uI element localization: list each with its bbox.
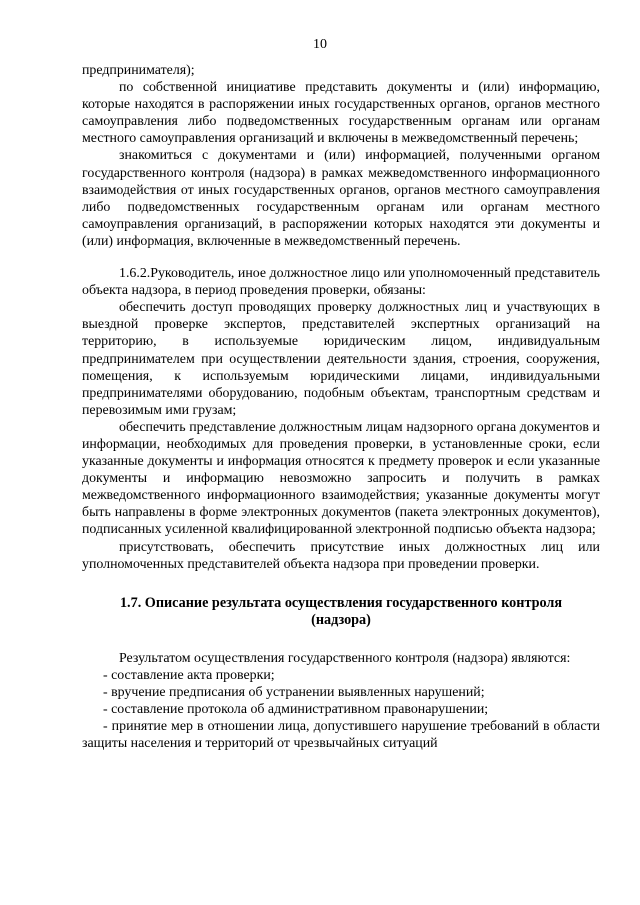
paragraph: предпринимателя); bbox=[82, 63, 195, 78]
page-number: 10 bbox=[313, 37, 327, 52]
list-item: - составление протокола об административном правонарушении; bbox=[103, 702, 489, 717]
paragraph: по собственной инициативе представить документы и (или) информацию, которые находятся в распоряжении иных государственных органов, органов местного самоуправления либо подведомственных государственным органам или органам местного самоуправления организаций и включены в межведомственный перечень; bbox=[82, 80, 600, 147]
paragraph: обеспечить представление должностным лицам надзорного органа документов и информации, необходимых для проведения проверки, в установленные сроки, если указанные документы и информация относятся к предмету проверок и если указанные документы и информацию невозможно запросить и получить в рамках межведомственного информационного взаимодействия; указанные документы могут быть направлены в форме электронных документов (пакета электронных документов), подписанных усиленной квалифицированной электронной подписью объекта надзора; bbox=[82, 419, 600, 538]
list-item: - принятие мер в отношении лица, допустившего нарушение требований в области защиты населения и территорий от чрезвычайных ситуаций bbox=[82, 719, 600, 752]
list-item: - вручение предписания об устранении выявленных нарушений; bbox=[103, 684, 485, 700]
paragraph: Результатом осуществления государственного контроля (надзора) являются: bbox=[119, 650, 571, 666]
section-heading-line: (надзора) bbox=[311, 612, 371, 629]
section-heading bbox=[82, 595, 600, 630]
paragraph: 1.6.2.Руководитель, иное должностное лицо или уполномоченный представитель объекта надзора, в период проведения проверки, обязаны: bbox=[82, 266, 600, 299]
list-item: - составление акта проверки; bbox=[103, 667, 275, 683]
paragraph: присутствовать, обеспечить присутствие иных должностных лиц или уполномоченных представителей объекта надзора при проведении проверки. bbox=[82, 539, 600, 572]
document-body bbox=[82, 62, 600, 752]
paragraph: знакомиться с документами и (или) информацией, полученными органом государственного контроля (надзора) в рамках межведомственного информационного взаимодействия от иных государственных органов, органов местного самоуправления либо подведомственных государственным органам или органам местного самоуправления организаций, в распоряжении которых находятся эти документы и (или) информация, включенные в межведомственный перечень. bbox=[82, 148, 600, 249]
section-heading-line: 1.7. Описание результата осуществления государственного контроля bbox=[119, 594, 563, 611]
paragraph: обеспечить доступ проводящих проверку должностных лиц и участвующих в выездной проверке экспертов, представителей экспертных организаций на территорию, в используемые юридическим лицом, индивидуальным предпринимателем при осуществлении деятельности здания, строения, сооружения, помещения, к используемым юридическими лицами, индивидуальными предпринимателями оборудованию, подобным объектам, транспортным средствам и перевозимым ими грузам; bbox=[82, 300, 600, 418]
